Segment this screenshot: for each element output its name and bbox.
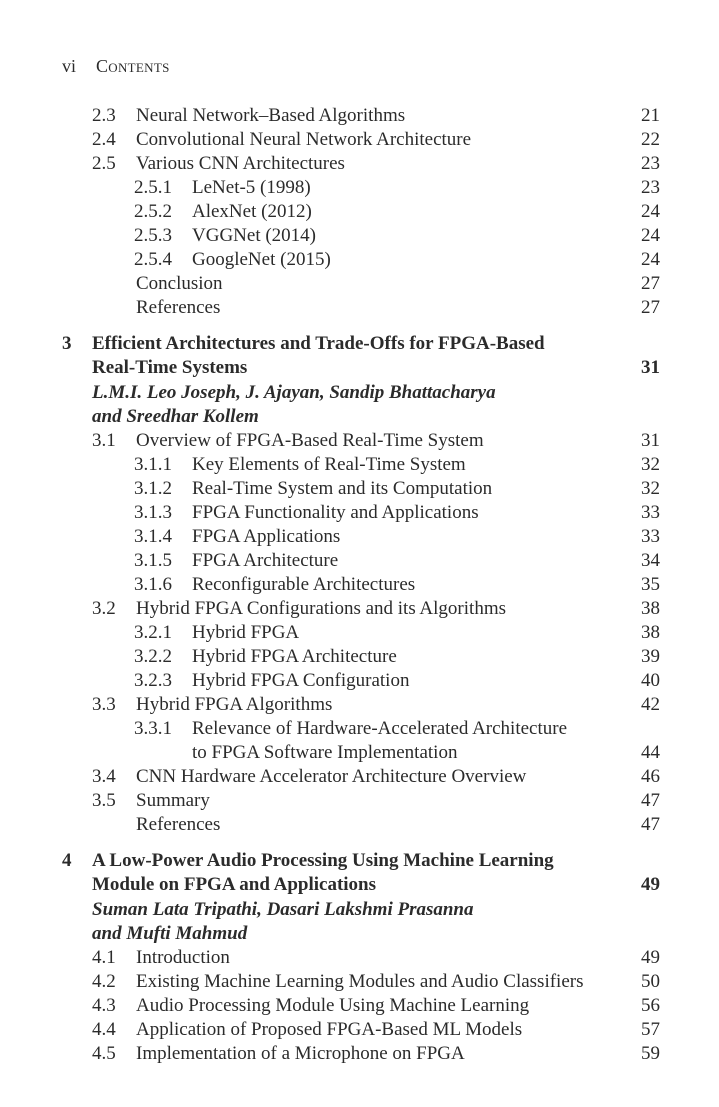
entry-number: 3.2 <box>92 598 116 619</box>
entry-title: Relevance of Hardware-Accelerated Architecture <box>192 718 568 739</box>
toc-entry <box>62 573 662 597</box>
entry-title: and Mufti Mahmud <box>92 923 248 944</box>
entry-number: 3.2.2 <box>134 646 172 667</box>
toc-entry <box>62 994 662 1018</box>
entry-title: Real-Time Systems <box>92 357 248 378</box>
toc-entry <box>62 717 662 741</box>
entry-title: Suman Lata Tripathi, Dasari Lakshmi Prasanna <box>92 899 474 920</box>
entry-number: 3.3 <box>92 694 116 715</box>
entry-title: Audio Processing Module Using Machine Learning <box>136 995 530 1016</box>
entry-title: to FPGA Software Implementation <box>192 742 458 763</box>
toc-entry <box>62 525 662 549</box>
toc-entry <box>62 501 662 525</box>
entry-number: 3.3.1 <box>134 718 172 739</box>
entry-title: Efficient Architectures and Trade-Offs for FPGA-Based <box>92 333 545 354</box>
entry-number: 2.5.2 <box>134 201 172 222</box>
entry-number: 2.5.4 <box>134 249 172 270</box>
entry-number: 4 <box>62 850 72 871</box>
entry-page: 50 <box>641 971 660 992</box>
entry-title: Hybrid FPGA <box>192 622 300 643</box>
chapter-authors-line <box>62 922 662 946</box>
chapter-authors-line <box>62 405 662 429</box>
chapter-authors-line <box>62 898 662 922</box>
entry-page: 56 <box>641 995 660 1016</box>
entry-title: Neural Network–Based Algorithms <box>136 105 406 126</box>
entry-page: 33 <box>641 502 660 523</box>
toc-entry <box>62 128 662 152</box>
entry-number: 3.1 <box>92 430 116 451</box>
entry-title: Module on FPGA and Applications <box>92 874 377 895</box>
entry-page: 49 <box>641 874 660 895</box>
entry-title: Hybrid FPGA Configurations and its Algorithms <box>136 598 506 619</box>
entry-title: References <box>136 297 221 318</box>
entry-title: References <box>136 814 221 835</box>
entry-title: Overview of FPGA-Based Real-Time System <box>136 430 484 451</box>
entry-title: GoogleNet (2015) <box>192 249 331 270</box>
toc-entry <box>62 429 662 453</box>
toc-entry <box>62 224 662 248</box>
entry-number: 3.1.2 <box>134 478 172 499</box>
entry-page: 22 <box>641 129 660 150</box>
toc-entry <box>62 693 662 717</box>
entry-title: Convolutional Neural Network Architecture <box>136 129 472 150</box>
entry-number: 2.3 <box>92 105 116 126</box>
entry-number: 2.5.3 <box>134 225 172 246</box>
toc-entry <box>62 765 662 789</box>
chapter-title-line <box>62 356 662 380</box>
entry-title: Application of Proposed FPGA-Based ML Models <box>136 1019 523 1040</box>
entry-page: 59 <box>641 1043 660 1064</box>
entry-number: 2.4 <box>92 129 116 150</box>
toc-entry <box>62 946 662 970</box>
entry-title: Introduction <box>136 947 230 968</box>
entry-number: 3.1.1 <box>134 454 172 475</box>
entry-title: CNN Hardware Accelerator Architecture Overview <box>136 766 527 787</box>
running-title: Contents <box>96 56 170 76</box>
entry-number: 4.1 <box>92 947 116 968</box>
toc-entry <box>62 477 662 501</box>
entry-title: Implementation of a Microphone on FPGA <box>136 1043 465 1064</box>
entry-page: 24 <box>641 249 660 270</box>
toc-entry <box>62 741 662 765</box>
entry-number: 3.4 <box>92 766 116 787</box>
entry-number: 3.5 <box>92 790 116 811</box>
entry-page: 24 <box>641 225 660 246</box>
entry-number: 3.1.3 <box>134 502 172 523</box>
entry-page: 33 <box>641 526 660 547</box>
entry-title: L.M.I. Leo Joseph, J. Ajayan, Sandip Bhattacharya <box>92 382 496 403</box>
toc-entry <box>62 597 662 621</box>
entry-page: 44 <box>641 742 660 763</box>
entry-page: 32 <box>641 454 660 475</box>
entry-title: Hybrid FPGA Architecture <box>192 646 397 667</box>
toc-entry <box>62 789 662 813</box>
toc-entry <box>62 272 662 296</box>
entry-page: 24 <box>641 201 660 222</box>
entry-number: 3 <box>62 333 72 354</box>
entry-page: 31 <box>641 357 660 378</box>
entry-number: 4.5 <box>92 1043 116 1064</box>
toc-entry <box>62 549 662 573</box>
toc-entry <box>62 200 662 224</box>
toc-entry <box>62 104 662 128</box>
entry-page: 38 <box>641 598 660 619</box>
toc-entry <box>62 669 662 693</box>
entry-page: 21 <box>641 105 660 126</box>
entry-title: and Sreedhar Kollem <box>92 406 259 427</box>
entry-title: Hybrid FPGA Configuration <box>192 670 410 691</box>
entry-page: 47 <box>641 790 660 811</box>
entry-page: 35 <box>641 574 660 595</box>
toc-entry <box>62 453 662 477</box>
toc-entry <box>62 176 662 200</box>
entry-page: 32 <box>641 478 660 499</box>
entry-page: 31 <box>641 430 660 451</box>
entry-number: 4.2 <box>92 971 116 992</box>
entry-page: 34 <box>641 550 660 571</box>
entry-page: 39 <box>641 646 660 667</box>
entry-title: Conclusion <box>136 273 223 294</box>
toc-entry <box>62 813 662 837</box>
chapter-title-line <box>62 332 662 356</box>
chapter-authors-line <box>62 381 662 405</box>
entry-title: FPGA Functionality and Applications <box>192 502 479 523</box>
entry-number: 3.2.1 <box>134 622 172 643</box>
entry-page: 57 <box>641 1019 660 1040</box>
entry-page: 27 <box>641 297 660 318</box>
table-of-contents <box>62 104 662 1066</box>
entry-title: AlexNet (2012) <box>192 201 312 222</box>
entry-title: FPGA Architecture <box>192 550 339 571</box>
entry-number: 4.3 <box>92 995 116 1016</box>
entry-number: 3.2.3 <box>134 670 172 691</box>
chapter-title-line <box>62 873 662 897</box>
toc-entry <box>62 645 662 669</box>
chapter-title-line <box>62 849 662 873</box>
entry-page: 46 <box>641 766 660 787</box>
entry-title: Existing Machine Learning Modules and Audio Classifiers <box>136 971 584 992</box>
entry-title: VGGNet (2014) <box>192 225 317 246</box>
toc-entry <box>62 1042 662 1066</box>
entry-title: Reconfigurable Architectures <box>192 574 416 595</box>
entry-number: 4.4 <box>92 1019 116 1040</box>
entry-title: FPGA Applications <box>192 526 341 547</box>
entry-page: 47 <box>641 814 660 835</box>
entry-number: 2.5.1 <box>134 177 172 198</box>
toc-entry <box>62 152 662 176</box>
entry-title: A Low-Power Audio Processing Using Machine Learning <box>92 850 554 871</box>
toc-entry <box>62 296 662 320</box>
entry-number: 2.5 <box>92 153 116 174</box>
entry-title: Various CNN Architectures <box>136 153 345 174</box>
entry-page: 40 <box>641 670 660 691</box>
toc-entry <box>62 970 662 994</box>
entry-page: 49 <box>641 947 660 968</box>
entry-page: 27 <box>641 273 660 294</box>
entry-page: 23 <box>641 153 660 174</box>
entry-page: 38 <box>641 622 660 643</box>
entry-number: 3.1.6 <box>134 574 172 595</box>
toc-entry <box>62 621 662 645</box>
entry-number: 3.1.4 <box>134 526 172 547</box>
entry-number: 3.1.5 <box>134 550 172 571</box>
toc-entry <box>62 248 662 272</box>
entry-page: 23 <box>641 177 660 198</box>
toc-entry <box>62 1018 662 1042</box>
running-header <box>62 56 170 77</box>
entry-title: Hybrid FPGA Algorithms <box>136 694 333 715</box>
page-number: vi <box>62 56 77 76</box>
entry-title: Summary <box>136 790 210 811</box>
entry-title: LeNet-5 (1998) <box>192 177 311 198</box>
entry-title: Real-Time System and its Computation <box>192 478 493 499</box>
entry-title: Key Elements of Real-Time System <box>192 454 466 475</box>
entry-page: 42 <box>641 694 660 715</box>
